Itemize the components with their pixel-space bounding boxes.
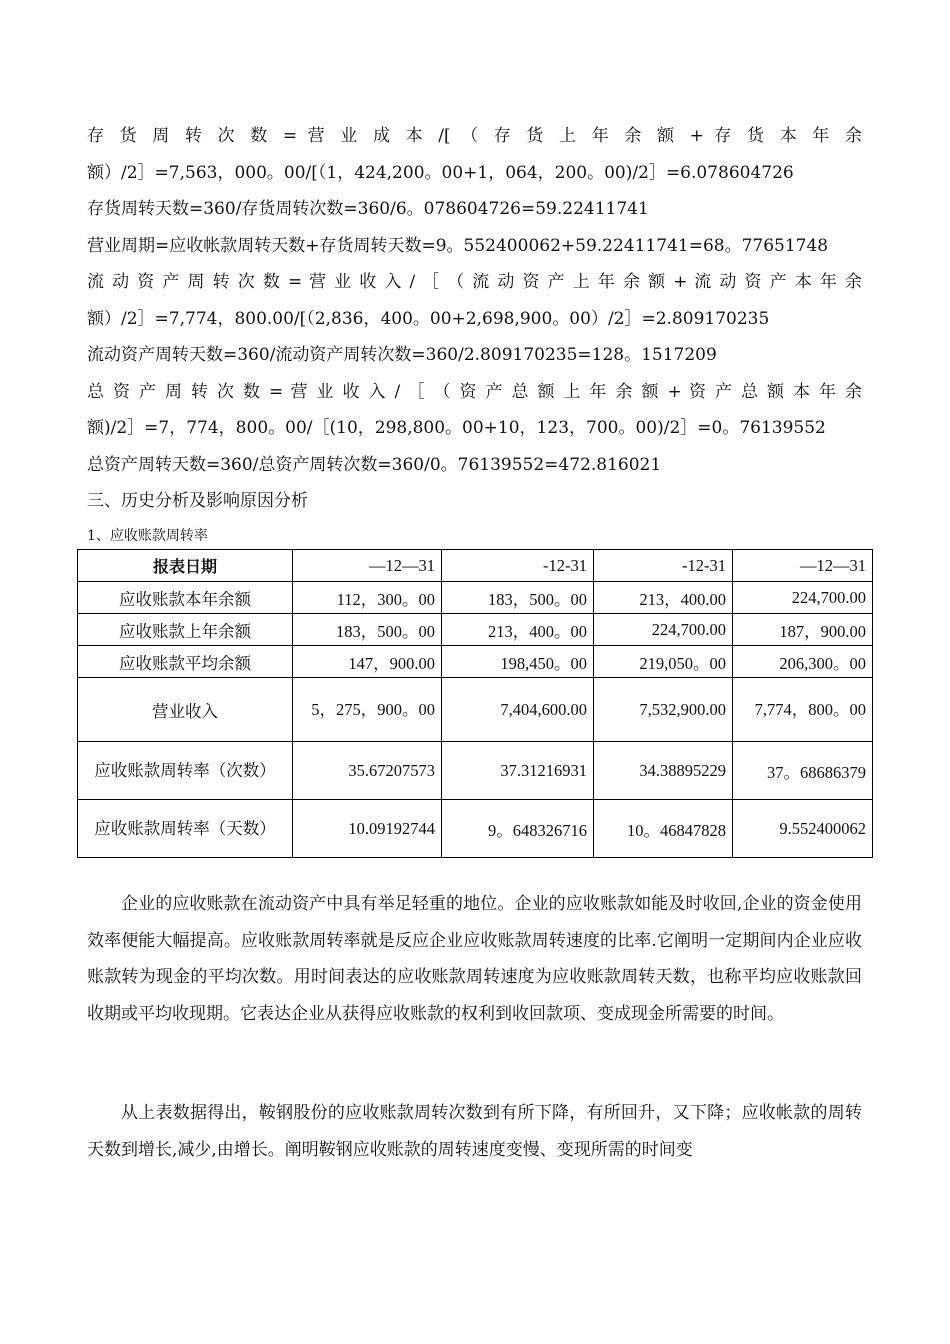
table-cell: 10。46847828: [594, 800, 733, 858]
table-header-cell: —12—31: [733, 550, 873, 582]
table-cell: 183，500。00: [293, 614, 442, 646]
table-cell: 112，300。00: [293, 582, 442, 614]
formula-line: 总资产周转天数=360/总资产周转次数=360/0。76139552=472.816021: [87, 454, 662, 475]
formula-line: 额）/2］=7,774，800.00/[（2,836，400。00+2,698,900。00）/2］=2.809170235: [87, 308, 770, 329]
table-header-cell: -12-31: [594, 550, 733, 582]
row-label: 应收账款本年余额: [78, 582, 293, 614]
body-paragraph: 从上表数据得出，鞍钢股份的应收账款周转次数到有所下降，有所回升，又下降；应收帐款的周转天数到增长,减少,由增长。阐明鞍钢应收账款的周转速度变慢、变现所需的时间变: [87, 1103, 862, 1160]
table-cell: 147，900.00: [293, 646, 442, 678]
table-header-row: [78, 550, 873, 582]
table-row: [78, 614, 873, 646]
table-cell: 10.09192744: [293, 800, 442, 858]
row-label: 应收账款周转率（次数）: [78, 742, 293, 800]
section-heading: 三、历史分析及影响原因分析: [87, 491, 308, 511]
table-cell: 37。68686379: [733, 742, 873, 800]
formula-line: 存货周转天数=360/存货周转次数=360/6。078604726=59.22411741: [87, 199, 649, 219]
table-cell: 213，400.00: [594, 582, 733, 614]
formula-line: 额)/2］=7，774，800。00/［(10，298,800。00+10，123，700。00)/2］=0。76139552: [87, 418, 826, 438]
table-cell: 7,404,600.00: [442, 678, 594, 742]
table-row: [78, 582, 873, 614]
table-cell: 183，500。00: [442, 582, 594, 614]
table-cell: 37.31216931: [442, 742, 594, 800]
table-row: [78, 800, 873, 858]
formula-line: 流 动 资 产 周 转 次 数 = 营 业 收 入 / ［ （ 流 动 资 产 上 年 余 额 + 流 动 资 产 本 年 余: [87, 272, 862, 292]
formula-line: 额）/2］=7,563，000。00/[（1，424,200。00+1，064，200。00)/2］=6.078604726: [87, 162, 794, 183]
formula-line: 存 货 周 转 次 数 = 营 业 成 本 /[ （ 存 货 上 年 余 额 + 存 货 本 年 余: [87, 126, 862, 146]
table-cell: 224,700.00: [733, 582, 873, 614]
body-paragraph: 企业的应收账款在流动资产中具有举足轻重的地位。企业的应收账款如能及时收回,企业的资金使用效率便能大幅提高。应收账款周转率就是反应企业应收账款周转速度的比率.它阐明一定期间内企业应收账款转为现金的平均次数。用时间表达的应收账款周转速度为应收账款周转天数，也称平均应收账款回收期或平均收现期。它表达企业从获得应收账款的权利到收回款项、变成现金所需要的时间。: [87, 894, 862, 1024]
table-cell: 206,300。00: [733, 646, 873, 678]
table-cell: 7,532,900.00: [594, 678, 733, 742]
table-row: [78, 678, 873, 742]
table-cell: 224,700.00: [594, 614, 733, 646]
row-label: 应收账款平均余额: [78, 646, 293, 678]
table-cell: 219,050。00: [594, 646, 733, 678]
table-header-cell: 报表日期: [78, 550, 293, 582]
formula-line: 总 资 产 周 转 次 数 = 营 业 收 入 / ［ （ 资 产 总 额 上 年 余 额 + 资 产 总 额 本 年 余: [87, 381, 862, 402]
table-cell: 7,774，800。00: [733, 678, 873, 742]
row-label: 营业收入: [78, 678, 293, 742]
table-row: [78, 742, 873, 800]
table-cell: 198,450。00: [442, 646, 594, 678]
formula-block: [87, 118, 862, 551]
formula-line: 营业周期=应收帐款周转天数+存货周转天数=9。552400062+59.22411741=68。77651748: [87, 235, 829, 256]
table-header-cell: —12—31: [293, 550, 442, 582]
receivables-turnover-table: [77, 549, 873, 858]
formula-line: 流动资产周转天数=360/流动资产周转次数=360/2.809170235=128。1517209: [87, 345, 717, 365]
table-cell: 187，900.00: [733, 614, 873, 646]
table-cell: 34.38895229: [594, 742, 733, 800]
table-header-cell: -12-31: [442, 550, 594, 582]
table-cell: 35.67207573: [293, 742, 442, 800]
table-cell: 213，400。00: [442, 614, 594, 646]
subheading: 1、应收账款周转率: [87, 528, 208, 544]
row-label: 应收账款周转率（天数）: [78, 800, 293, 858]
table-row: [78, 646, 873, 678]
table-cell: 5，275，900。00: [293, 678, 442, 742]
row-label: 应收账款上年余额: [78, 614, 293, 646]
table-cell: 9。648326716: [442, 800, 594, 858]
table-cell: 9.552400062: [733, 800, 873, 858]
